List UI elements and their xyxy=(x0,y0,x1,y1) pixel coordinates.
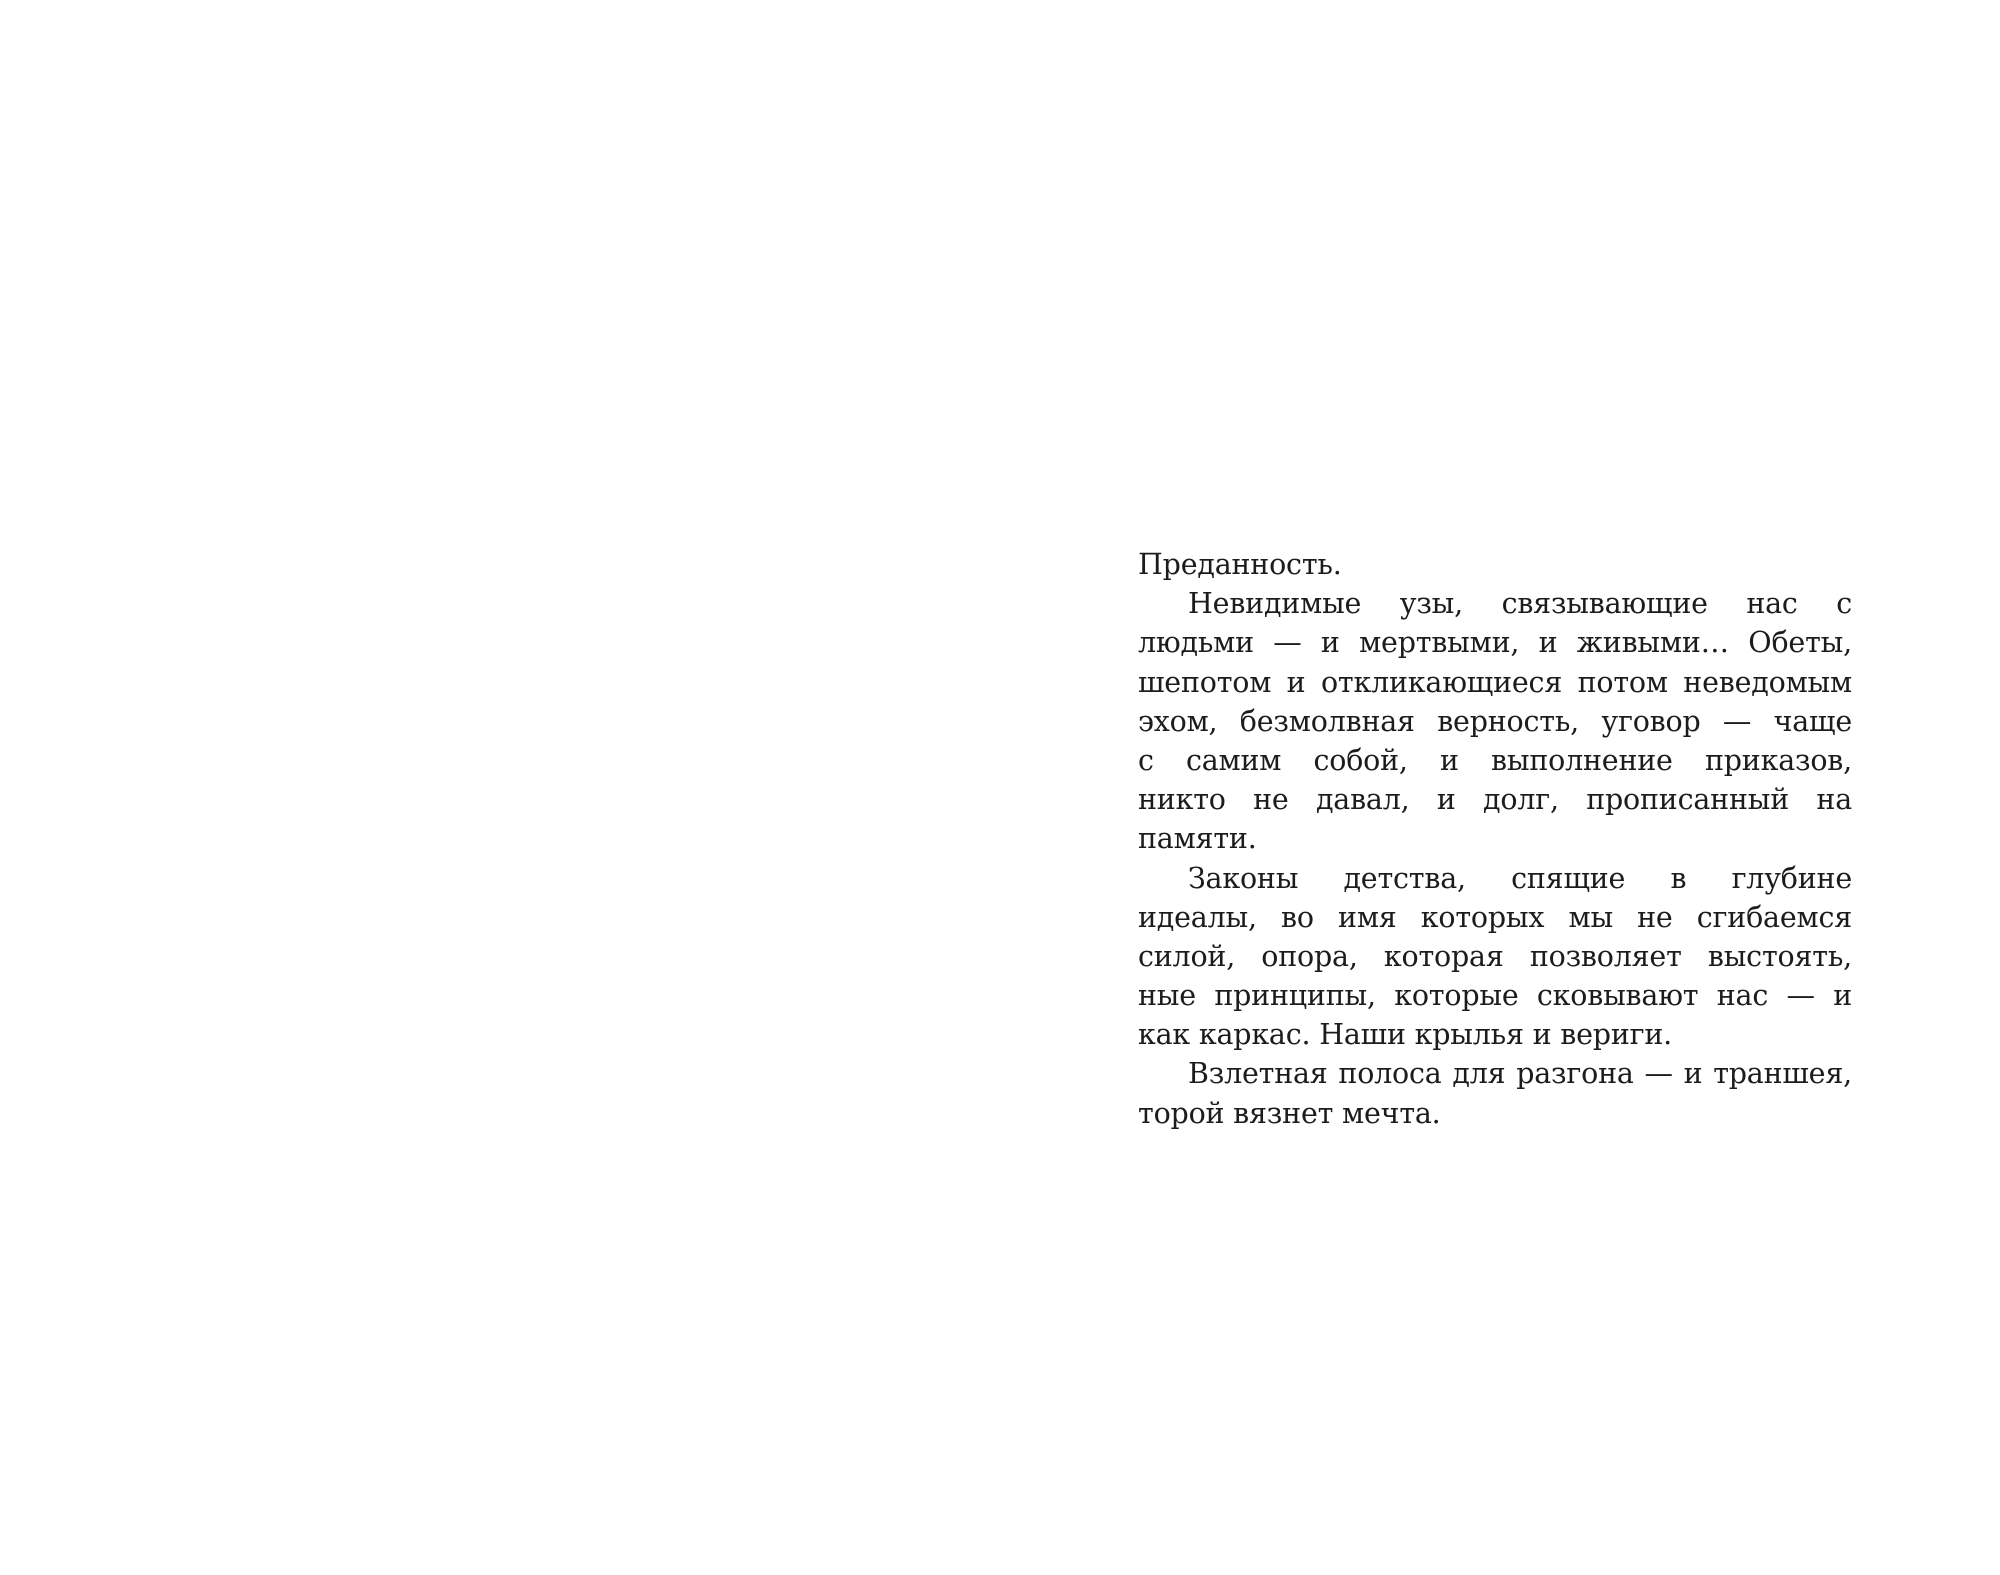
paragraph-line: идеалы, во имя которых мы не сгибаемся xyxy=(1138,900,1852,934)
paragraph-line: Невидимые узы, связывающие нас с xyxy=(1188,587,1852,621)
paragraph-line: как каркас. Наши крылья и вериги. xyxy=(1138,1018,1672,1052)
paragraph-line: Взлетная полоса для разгона — и траншея, xyxy=(1188,1057,1852,1091)
right-page xyxy=(1000,0,2000,1575)
paragraph-line: шепотом и откликающиеся потом неведомым xyxy=(1138,665,1852,699)
paragraph-line: Законы детства, спящие в глубине xyxy=(1188,861,1852,895)
paragraph-line: памяти. xyxy=(1138,822,1257,856)
paragraph-line: торой вязнет мечта. xyxy=(1138,1096,1441,1130)
paragraph-line: эхом, безмолвная верность, уговор — чаще xyxy=(1138,704,1852,738)
text-block xyxy=(1138,545,1852,1133)
paragraph-1 xyxy=(1138,584,1852,858)
heading-line: Преданность. xyxy=(1138,548,1342,581)
paragraph-2 xyxy=(1138,859,1852,1055)
paragraph-line: никто не давал, и долг, прописанный на xyxy=(1138,783,1852,817)
paragraph-line: силой, опора, которая позволяет выстоять, xyxy=(1138,939,1852,973)
paragraph-3 xyxy=(1138,1054,1852,1132)
paragraph-line: ные принципы, которые сковывают нас — и xyxy=(1138,979,1852,1013)
paragraph-line: с самим собой, и выполнение приказов, xyxy=(1138,743,1852,777)
paragraph-line: людьми — и мертвыми, и живыми… Обеты, xyxy=(1138,626,1852,660)
